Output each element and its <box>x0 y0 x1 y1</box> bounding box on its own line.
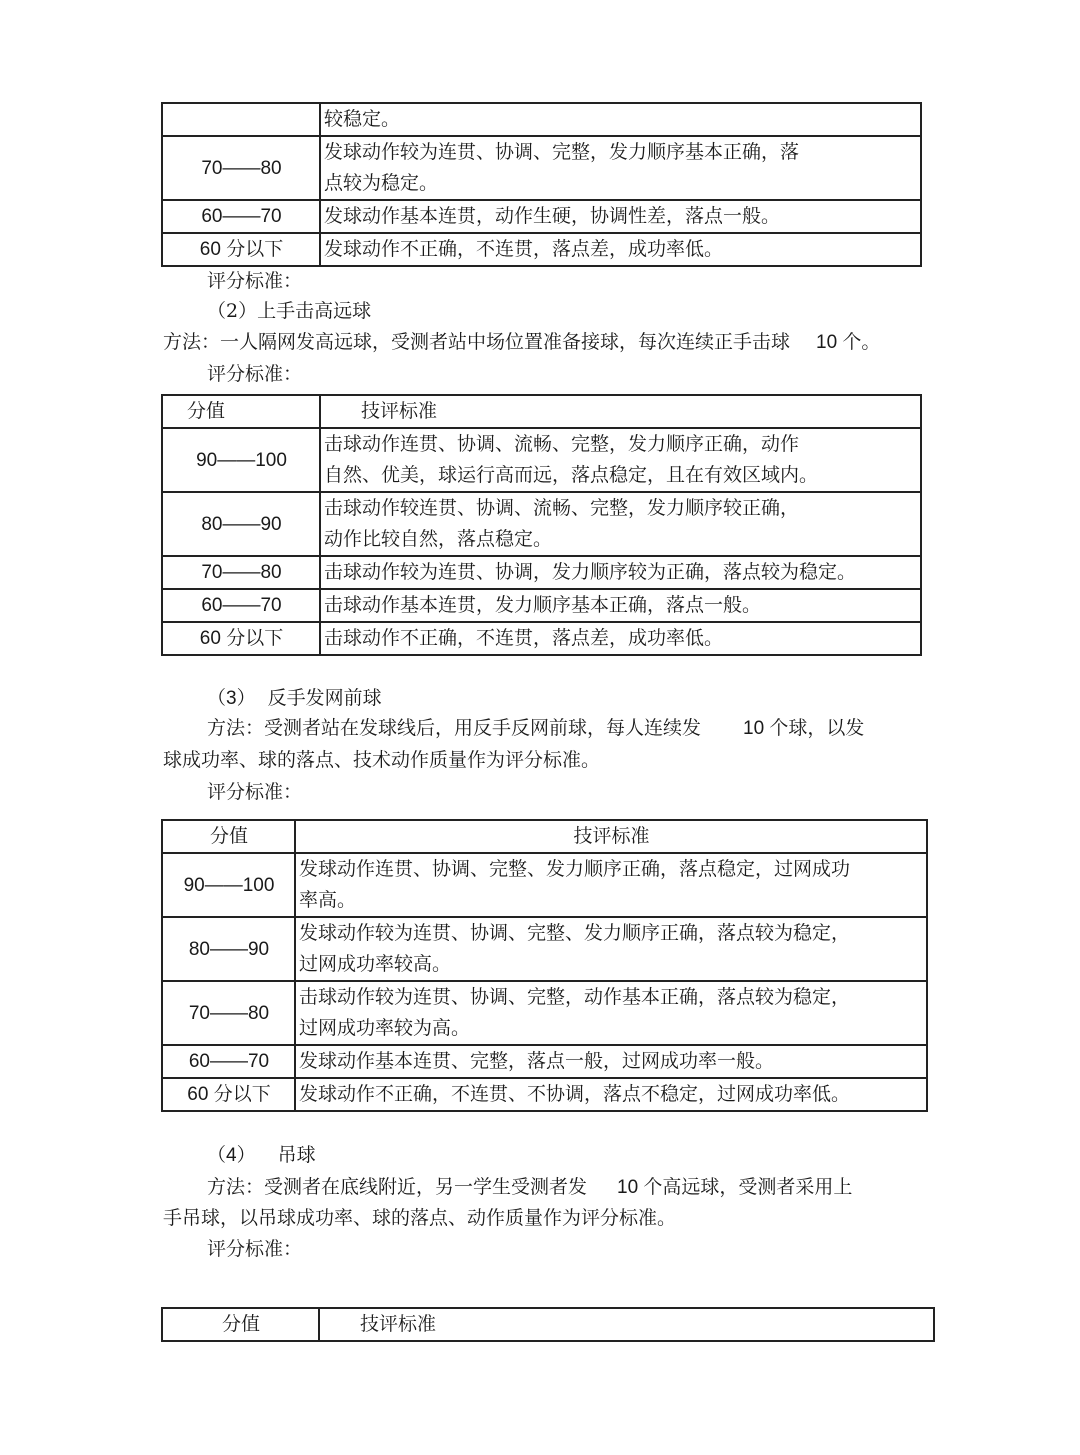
table-header-row <box>162 820 927 853</box>
score-cell: 70——80 <box>162 981 295 1045</box>
score-cell: 60 分以下 <box>162 233 320 266</box>
header-criteria: 技评标准 <box>319 1308 934 1341</box>
criteria-cell: 击球动作较为连贯、协调，发力顺序较为正确，落点较为稳定。 <box>320 556 921 589</box>
criteria-cell: 击球动作基本连贯，发力顺序基本正确，落点一般。 <box>320 589 921 622</box>
table-row <box>162 622 921 655</box>
method-text: 方法：受测者站在发球线后，用反手反网前球，每人连续发 10 个球，以发 <box>207 717 865 739</box>
serve-score-table-continued <box>161 102 922 267</box>
score-cell <box>162 103 320 136</box>
criteria-cell: 发球动作不正确，不连贯，落点差，成功率低。 <box>320 233 921 266</box>
table-row <box>162 428 921 492</box>
header-score: 分值 <box>162 820 295 853</box>
method-text: 方法：一人隔网发高远球，受测者站中场位置准备接球，每次连续正手击球 10 个。 <box>163 331 881 353</box>
method-text-continued: 球成功率、球的落点、技术动作质量作为评分标准。 <box>163 749 601 771</box>
drop-shot-score-table-header <box>161 1307 935 1342</box>
scoring-label: 评分标准： <box>207 363 303 385</box>
table-row <box>162 853 927 917</box>
score-cell: 60——70 <box>162 589 320 622</box>
table-row <box>162 1078 927 1111</box>
section-heading-backhand-serve: （3） 反手发网前球 <box>207 687 382 709</box>
table-row <box>162 1045 927 1078</box>
scoring-label: 评分标准： <box>207 270 303 292</box>
table-row <box>162 981 927 1045</box>
header-criteria: 技评标准 <box>295 820 927 853</box>
score-cell: 60 分以下 <box>162 622 320 655</box>
criteria-cell: 较稳定。 <box>320 103 921 136</box>
criteria-cell: 击球动作连贯、协调、流畅、完整，发力顺序正确，动作 自然、优美，球运行高而远，落点稳定，且在有效区域内。 <box>320 428 921 492</box>
criteria-cell: 发球动作连贯、协调、完整、发力顺序正确，落点稳定，过网成功 率高。 <box>295 853 927 917</box>
criteria-cell: 发球动作不正确，不连贯、不协调，落点不稳定，过网成功率低。 <box>295 1078 927 1111</box>
criteria-cell: 发球动作基本连贯、完整，落点一般，过网成功率一般。 <box>295 1045 927 1078</box>
score-cell: 60 分以下 <box>162 1078 295 1111</box>
table-row <box>162 200 921 233</box>
score-cell: 60——70 <box>162 1045 295 1078</box>
table-header-row <box>162 395 921 428</box>
backhand-serve-score-table <box>161 819 928 1112</box>
criteria-cell: 发球动作较为连贯、协调、完整，发力顺序基本正确，落 点较为稳定。 <box>320 136 921 200</box>
table-row <box>162 103 921 136</box>
scoring-label: 评分标准： <box>207 781 303 803</box>
score-cell: 60——70 <box>162 200 320 233</box>
overhead-clear-score-table <box>161 394 922 656</box>
criteria-cell: 发球动作较为连贯、协调、完整、发力顺序正确，落点较为稳定， 过网成功率较高。 <box>295 917 927 981</box>
table-row <box>162 589 921 622</box>
section-heading-drop-shot: （4） 吊球 <box>207 1144 316 1166</box>
score-cell: 90——100 <box>162 853 295 917</box>
header-criteria: 技评标准 <box>320 395 921 428</box>
table-row <box>162 233 921 266</box>
table-row <box>162 917 927 981</box>
criteria-cell: 发球动作基本连贯，动作生硬，协调性差，落点一般。 <box>320 200 921 233</box>
score-cell: 80——90 <box>162 492 320 556</box>
criteria-cell: 击球动作不正确，不连贯，落点差，成功率低。 <box>320 622 921 655</box>
criteria-cell: 击球动作较为连贯、协调、完整，动作基本正确，落点较为稳定， 过网成功率较为高。 <box>295 981 927 1045</box>
section-heading-overhead-clear: （2）上手击高远球 <box>207 300 372 322</box>
score-cell: 70——80 <box>162 136 320 200</box>
header-score: 分值 <box>162 395 320 428</box>
scoring-label: 评分标准： <box>207 1238 303 1260</box>
score-cell: 80——90 <box>162 917 295 981</box>
header-score: 分值 <box>162 1308 319 1341</box>
table-row <box>162 136 921 200</box>
score-cell: 70——80 <box>162 556 320 589</box>
criteria-cell: 击球动作较连贯、协调、流畅、完整，发力顺序较正确， 动作比较自然，落点稳定。 <box>320 492 921 556</box>
table-row <box>162 492 921 556</box>
method-text-continued: 手吊球，以吊球成功率、球的落点、动作质量作为评分标准。 <box>163 1207 677 1229</box>
table-row <box>162 556 921 589</box>
method-text: 方法：受测者在底线附近，另一学生受测者发 10 个高远球，受测者采用上 <box>207 1176 853 1198</box>
table-header-row <box>162 1308 934 1341</box>
score-cell: 90——100 <box>162 428 320 492</box>
